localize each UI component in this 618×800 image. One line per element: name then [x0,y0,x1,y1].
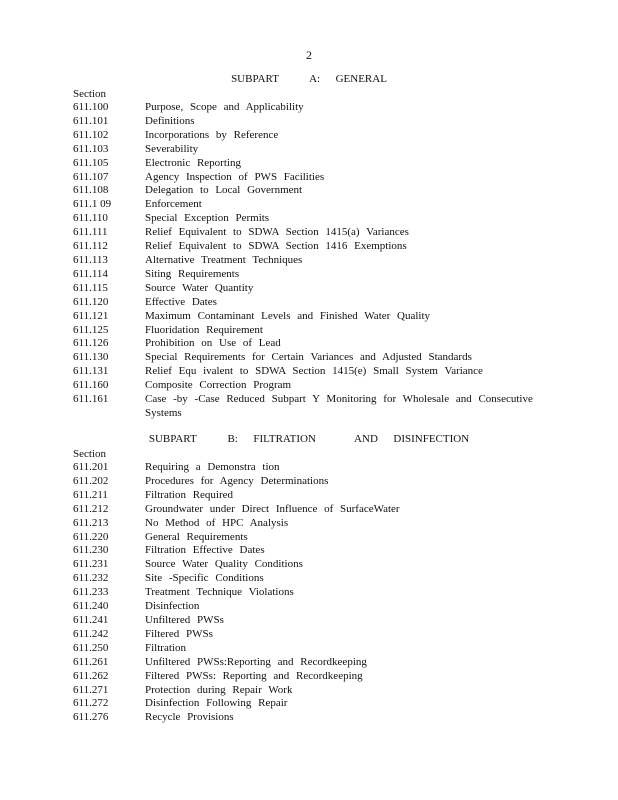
section-number: 611.112 [73,240,108,253]
section-number: 611.201 [73,461,109,473]
section-number: 611.114 [73,267,108,280]
section-number: 611.276 [73,711,109,724]
section-row [73,656,553,670]
section-row [73,268,553,282]
section-title: Recycle Provisions [145,711,234,724]
section-title: Groundwater under Direct Influence of SurfaceWater [145,502,400,515]
section-title: Alternative Treatment Techniques [145,253,303,266]
section-title: Filtered PWSs: Reporting and Recordkeeping [145,669,363,682]
section-title: Maximum Contaminant Levels and Finished Water Quality [145,309,431,322]
section-row [73,572,553,586]
section-title: Unfiltered PWSs [145,613,224,626]
section-number: 611.213 [73,516,109,529]
section-number: 611.105 [73,156,109,169]
section-row [73,586,553,600]
section-title: Enforcement [145,198,202,211]
section-number: 611.272 [73,697,109,710]
section-title: Source Water Quality Conditions [145,558,303,571]
section-row [73,129,553,143]
section-number: 611.232 [73,572,109,585]
section-number: 611.161 [73,393,109,406]
section-number: 611.233 [73,586,109,599]
section-title: Disinfection Following Repair [145,697,288,710]
section-title: Special Requirements for Certain Variances and Adjusted Standards [145,351,472,364]
section-row [73,365,553,379]
subpart-a-title: SUBPART A: GENERAL [231,73,387,85]
section-title: Filtration Required [145,488,234,501]
section-row [73,379,553,393]
section-row [73,296,553,310]
section-row [73,670,553,684]
section-title: Filtration [145,641,186,654]
section-row [73,310,553,324]
section-title: Relief Equivalent to SDWA Section 1415(a) Variances [145,226,409,239]
section-row [73,254,553,268]
section-row [73,475,553,489]
section-row [73,157,553,171]
section-title: Treatment Technique Violations [145,586,294,599]
section-title: Effective Dates [145,295,217,308]
section-title: Purpose, Scope and Applicability [145,101,304,113]
section-number: 611.230 [73,544,109,557]
section-row [73,337,553,351]
section-row [73,324,553,338]
section-title: Requiring a Demonstra tion [145,461,280,473]
section-title: Filtered PWSs [145,627,213,640]
section-title: Delegation to Local Government [145,184,303,197]
section-title: Incorporations by Reference [145,128,279,141]
section-number: 611.262 [73,669,109,682]
section-row [73,544,553,558]
section-row [73,143,553,157]
section-row [73,628,553,642]
section-number: 611.125 [73,323,109,336]
section-title: Case -by -Case Reduced Subpart Y Monitoring for Wholesale and Consecutive Systems [145,393,533,419]
section-column-heading: Section [73,88,106,100]
section-row [73,503,553,517]
section-number: 611.250 [73,641,109,654]
section-number: 611.107 [73,170,109,183]
section-title: General Requirements [145,530,248,543]
section-number: 611.261 [73,655,109,668]
section-number: 611.211 [73,488,108,501]
subpart-a-section-list [73,87,553,421]
section-row [73,711,553,725]
subpart-b-section-list [73,447,553,725]
section-row [73,531,553,545]
section-row [73,101,553,115]
section-row [73,517,553,531]
section-title: Relief Equ ivalent to SDWA Section 1415(e) Small System Variance [145,365,483,378]
section-row [73,614,553,628]
section-row [73,198,553,212]
section-number: 611.120 [73,295,109,308]
section-row [73,642,553,656]
section-number: 611.212 [73,502,109,515]
section-title: Procedures for Agency Determinations [145,474,329,487]
section-number: 611.231 [73,558,109,571]
section-title: Agency Inspection of PWS Facilities [145,170,325,183]
section-title: Disinfection [145,600,200,613]
section-row [73,351,553,365]
section-title: Electronic Reporting [145,156,241,169]
section-number: 611.241 [73,613,109,626]
section-title: Source Water Quantity [145,281,254,294]
section-title: Site -Specific Conditions [145,572,264,585]
section-title: No Method of HPC Analysis [145,516,289,529]
section-row [73,393,553,421]
section-title: Special Exception Permits [145,212,270,225]
section-number: 611.131 [73,365,109,378]
section-title: Definitions [145,114,195,127]
section-number: 611.220 [73,530,109,543]
section-number: 611.1 09 [73,198,112,211]
section-row [73,461,553,475]
section-number: 611.240 [73,600,109,613]
section-number: 611.130 [73,351,109,364]
section-row [73,240,553,254]
section-number: 611.100 [73,101,109,113]
section-number: 611.113 [73,253,108,266]
section-number: 611.110 [73,212,108,225]
subpart-b-title: SUBPART B: FILTRATION AND DISINFECTION [148,433,470,445]
section-number: 611.111 [73,226,108,239]
section-row [73,558,553,572]
section-row [73,212,553,226]
section-title: Filtration Effective Dates [145,544,265,557]
section-row [73,226,553,240]
section-title: Severability [145,142,199,155]
section-number: 611.108 [73,184,109,197]
section-row [73,282,553,296]
section-number: 611.202 [73,474,109,487]
section-number: 611.242 [73,627,109,640]
section-number: 611.102 [73,128,109,141]
section-number: 611.160 [73,379,109,392]
page-number: 2 [306,48,312,62]
section-row [73,489,553,503]
section-row [73,697,553,711]
section-title: Siting Requirements [145,267,240,280]
section-title: Unfiltered PWSs:Reporting and Recordkeeping [145,655,367,668]
section-title: Relief Equivalent to SDWA Section 1416 Exemptions [145,240,407,253]
section-number: 611.121 [73,309,109,322]
section-number: 611.271 [73,683,109,696]
section-row [73,171,553,185]
section-row [73,115,553,129]
section-number: 611.126 [73,337,109,350]
section-number: 611.101 [73,114,109,127]
section-title: Protection during Repair Work [145,683,293,696]
section-title: Prohibition on Use of Lead [145,337,281,350]
section-title: Composite Correction Program [145,379,292,392]
section-title: Fluoridation Requirement [145,323,263,336]
section-number: 611.103 [73,142,109,155]
section-number: 611.115 [73,281,108,294]
section-row [73,600,553,614]
section-row [73,684,553,698]
section-row [73,184,553,198]
section-column-heading: Section [73,448,106,460]
